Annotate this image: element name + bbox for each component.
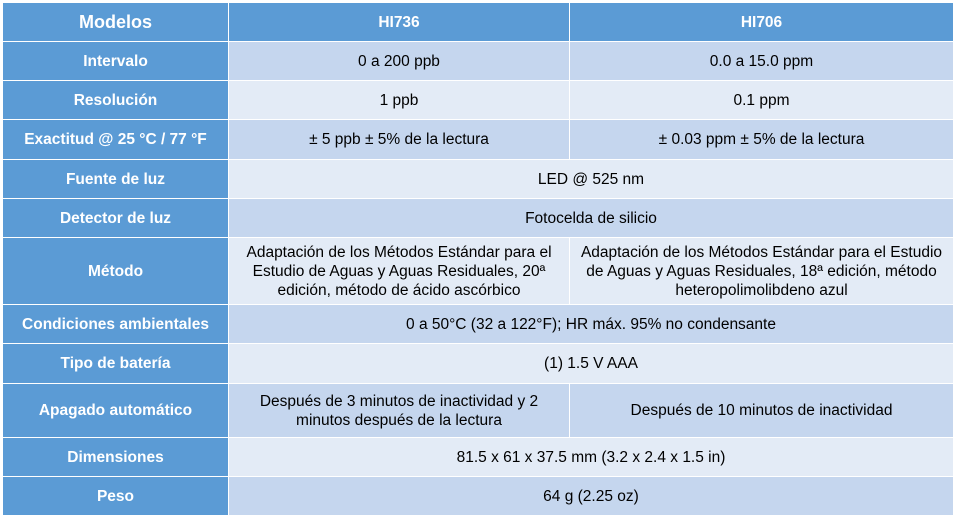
row-label: Resolución: [3, 81, 229, 120]
row-label: Intervalo: [3, 42, 229, 81]
table-row: [3, 344, 954, 384]
cell-shared: 64 g (2.25 oz): [229, 477, 954, 516]
cell-shared: LED @ 525 nm: [229, 160, 954, 199]
row-label: Detector de luz: [3, 199, 229, 238]
cell-hi706: 0.0 a 15.0 ppm: [570, 42, 954, 81]
row-label: Fuente de luz: [3, 160, 229, 199]
table-row: [3, 160, 954, 199]
row-label: Peso: [3, 477, 229, 516]
table-row: [3, 238, 954, 305]
row-label: Tipo de batería: [3, 344, 229, 384]
cell-hi706: 0.1 ppm: [570, 81, 954, 120]
cell-hi736: ± 5 ppb ± 5% de la lectura: [229, 120, 570, 160]
cell-hi706: Adaptación de los Métodos Estándar para el Estudio de Aguas y Aguas Residuales, 18ª edición, método heteropolimolibdeno azul: [570, 238, 954, 305]
cell-hi736: 0 a 200 ppb: [229, 42, 570, 81]
cell-hi736: Adaptación de los Métodos Estándar para el Estudio de Aguas y Aguas Residuales, 20ª edición, método de ácido ascórbico: [229, 238, 570, 305]
table-row: [3, 42, 954, 81]
spec-table: [2, 2, 954, 516]
table-row: [3, 384, 954, 438]
row-label: Método: [3, 238, 229, 305]
table-row: [3, 477, 954, 516]
row-label: Condiciones ambientales: [3, 305, 229, 344]
cell-shared: 0 a 50°C (32 a 122°F); HR máx. 95% no condensante: [229, 305, 954, 344]
header-models: Modelos: [3, 3, 229, 42]
cell-shared: (1) 1.5 V AAA: [229, 344, 954, 384]
cell-hi706: Después de 10 minutos de inactividad: [570, 384, 954, 438]
header-hi736: HI736: [229, 3, 570, 42]
table-row: [3, 199, 954, 238]
cell-hi736: 1 ppb: [229, 81, 570, 120]
header-hi706: HI706: [570, 3, 954, 42]
row-label: Exactitud @ 25 °C / 77 °F: [3, 120, 229, 160]
cell-hi706: ± 0.03 ppm ± 5% de la lectura: [570, 120, 954, 160]
header-row: [3, 3, 954, 42]
cell-shared: Fotocelda de silicio: [229, 199, 954, 238]
table-row: [3, 438, 954, 477]
row-label: Apagado automático: [3, 384, 229, 438]
cell-shared: 81.5 x 61 x 37.5 mm (3.2 x 2.4 x 1.5 in): [229, 438, 954, 477]
table-row: [3, 120, 954, 160]
table-row: [3, 305, 954, 344]
table-row: [3, 81, 954, 120]
cell-hi736: Después de 3 minutos de inactividad y 2 minutos después de la lectura: [229, 384, 570, 438]
row-label: Dimensiones: [3, 438, 229, 477]
